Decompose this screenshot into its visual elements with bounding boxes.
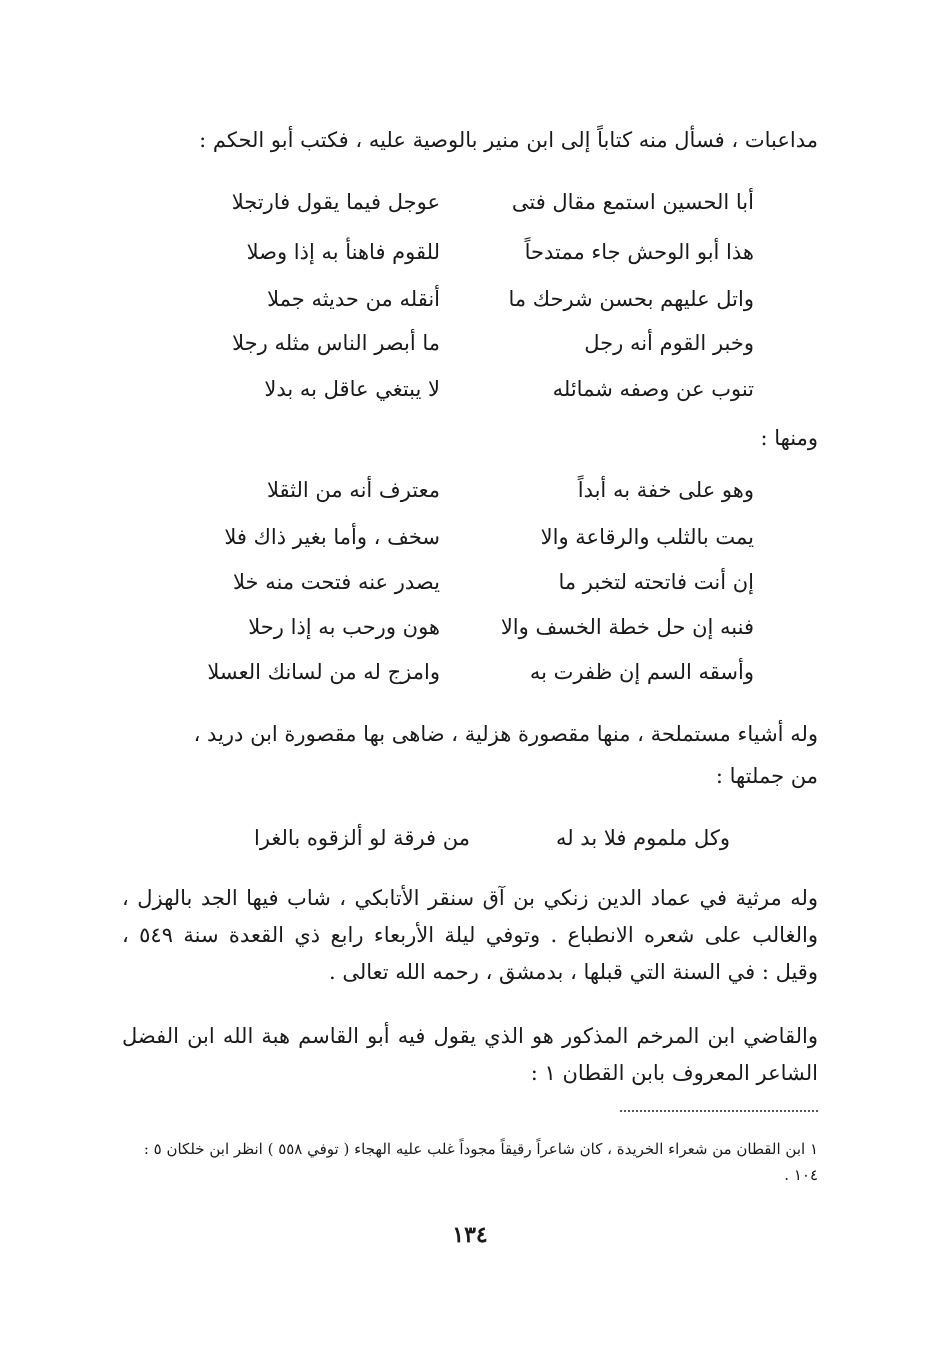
poem1-verse-3-left: أنقله من حديثه جملا (267, 287, 440, 311)
paragraph-2-line-1: وله أشياء مستملحة ، منها مقصورة هزلية ، ضاهى بها مقصورة ابن دريد ، (193, 722, 818, 746)
poem1-verse-1-left: عوجل فيما يقول فارتجلا (231, 190, 440, 214)
single-verse-right: وكل ملموم فلا بد له (555, 826, 730, 850)
minha-label: ومنها : (760, 426, 818, 450)
poem2-verse-1-right: وهو على خفة به أبداً (577, 478, 754, 502)
page-number: ١٣٤ (452, 1222, 488, 1248)
opening-line: مداعبات ، فسأل منه كتاباً إلى ابن منير بالوصية عليه ، فكتب أبو الحكم : (199, 128, 818, 152)
poem1-verse-2-right: هذا أبو الوحش جاء ممتدحاً (524, 240, 754, 264)
poem1-verse-4-left: ما أبصر الناس مثله رجلا (232, 331, 440, 355)
poem1-verse-5-right: تنوب عن وصفه شمائله (552, 377, 754, 401)
paragraph-4: والقاضي ابن المرخم المذكور هو الذي يقول فيه أبو القاسم هبة الله ابن الفضل الشاعر المعروف بابن القطان ١ : (122, 1024, 818, 1085)
poem1-verse-1-right: أبا الحسين استمع مقال فتى (511, 190, 754, 214)
poem1-verse-3-right: واتل عليهم بحسن شرحك ما (508, 287, 754, 311)
poem2-verse-1-left: معترف أنه من الثقلا (267, 478, 440, 502)
poem2-verse-4-left: هون ورحب به إذا رحلا (248, 615, 440, 639)
single-verse-left: من فرقة لو ألزقوه بالغرا (253, 826, 470, 850)
footnote-separator (620, 1110, 818, 1112)
poem2-verse-5-left: وامزج له من لسانك العسلا (207, 660, 440, 684)
poem2-verse-2-left: سخف ، وأما بغير ذاك فلا (224, 525, 440, 549)
poem2-verse-5-right: وأسقه السم إن ظفرت به (529, 660, 754, 684)
poem2-verse-2-right: يمت بالثلب والرقاعة والا (540, 525, 754, 549)
paragraph-2-line-2: من جملتها : (715, 764, 818, 788)
footnote: ١ ابن القطان من شعراء الخريدة ، كان شاعراً رقيقاً مجوداً غلب عليه الهجاء ( توفي ٥٥٨ ) انظر ابن خلكان ٥ : ١٠٤ . (143, 1140, 818, 1184)
poem1-verse-2-left: للقوم فاهنأ به إذا وصلا (246, 240, 440, 264)
poem1-verse-4-right: وخبر القوم أنه رجل (584, 331, 754, 355)
paragraph-3: وله مرثية في عماد الدين زنكي بن آق سنقر الأتابكي ، شاب فيها الجد بالهزل ، والغالب على شعره الانطباع . وتوفي ليلة الأربعاء رابع ذي القعدة سنة ٥٤٩ ، وقيل : في السنة التي قبلها ، بدمشق ، رحمه الله تعالى . (122, 886, 818, 984)
poem1-verse-5-left: لا يبتغي عاقل به بدلا (264, 377, 440, 401)
poem2-verse-4-right: فنبه إن حل خطة الخسف والا (500, 615, 754, 639)
poem2-verse-3-left: يصدر عنه فتحت منه خلا (233, 570, 440, 594)
poem2-verse-3-right: إن أنت فاتحته لتخبر ما (558, 570, 754, 594)
